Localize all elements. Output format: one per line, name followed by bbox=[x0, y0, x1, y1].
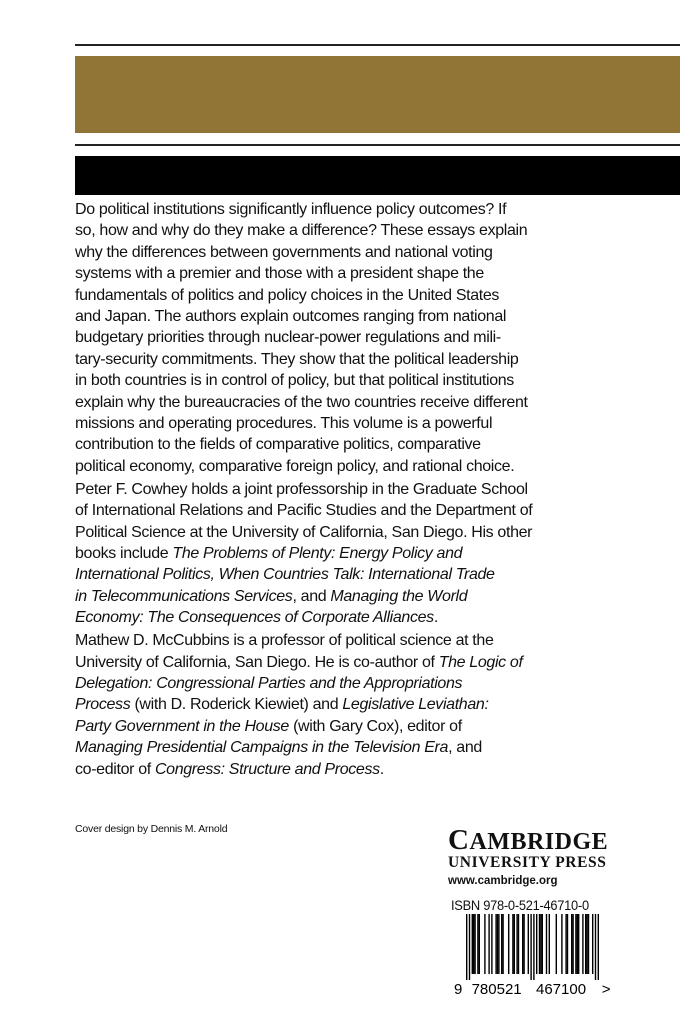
barcode-bar bbox=[539, 914, 540, 974]
text-segment: political economy, comparative foreign policy, and rational choice. bbox=[75, 457, 515, 475]
paragraph bbox=[75, 630, 680, 780]
barcode-bar bbox=[585, 914, 586, 974]
text-line bbox=[75, 522, 680, 543]
text-segment: Political Science at the University of California, San Diego. His other bbox=[75, 523, 533, 541]
top-rule bbox=[75, 44, 680, 46]
barcode-bar bbox=[514, 914, 515, 974]
barcode-bar bbox=[523, 914, 524, 974]
text-segment: tary-security commitments. They show that the political leadership bbox=[75, 350, 519, 368]
barcode-bar bbox=[516, 914, 517, 974]
text-segment: Do political institutions significantly influence policy outcomes? If bbox=[75, 201, 507, 218]
text-line bbox=[75, 759, 680, 780]
barcode-bar bbox=[572, 914, 573, 974]
publisher-url: www.cambridge.org bbox=[448, 875, 558, 887]
italic-title: International Politics, When Countries Talk: International Trade bbox=[75, 566, 495, 584]
barcode-bar bbox=[488, 914, 489, 974]
italic-title: Managing Presidential Campaigns in the Television Era bbox=[75, 739, 449, 757]
barcode-bar bbox=[498, 914, 499, 974]
text-segment: systems with a premier and those with a president shape the bbox=[75, 265, 484, 283]
barcode-bar bbox=[469, 914, 470, 980]
text-segment: missions and operating procedures. This volume is a powerful bbox=[75, 415, 493, 433]
paragraph bbox=[75, 199, 680, 477]
barcode-bar bbox=[522, 914, 523, 974]
text-segment: Peter F. Cowhey holds a joint professorship in the Graduate School bbox=[75, 480, 528, 498]
publisher-initial: C bbox=[448, 824, 470, 856]
text-segment: explain why the bureaucracies of the two countries receive different bbox=[75, 393, 528, 411]
text-segment: , and bbox=[292, 587, 331, 605]
text-line bbox=[75, 694, 680, 715]
text-segment: in both countries is in control of policy, but that political institutions bbox=[75, 372, 514, 390]
text-segment: co-editor of bbox=[75, 760, 155, 778]
text-segment: . bbox=[379, 760, 384, 778]
barcode-bar bbox=[565, 914, 566, 974]
text-segment: (with Gary Cox), editor of bbox=[288, 717, 462, 735]
text-line bbox=[75, 306, 680, 327]
barcode-bar bbox=[592, 914, 593, 974]
text-line bbox=[75, 543, 680, 564]
barcode-bar bbox=[588, 914, 589, 974]
text-line bbox=[75, 349, 680, 370]
text-segment: budgetary priorities through nuclear-power regulations and mili- bbox=[75, 329, 501, 347]
isbn: ISBN 978-0-521-46710-0 bbox=[451, 897, 589, 913]
barcode-bar bbox=[497, 914, 498, 974]
barcode-bar bbox=[575, 914, 576, 974]
barcode-bar bbox=[571, 914, 572, 974]
text-line bbox=[75, 327, 680, 348]
barcode-bar bbox=[528, 914, 529, 974]
text-segment: of International Relations and Pacific Studies and the Department of bbox=[75, 502, 533, 520]
italic-title: Delegation: Congressional Parties and the Appropriations bbox=[75, 674, 463, 692]
black-band bbox=[75, 156, 680, 195]
text-line bbox=[75, 586, 680, 607]
text-line bbox=[75, 564, 680, 585]
barcode-bar bbox=[578, 914, 579, 974]
publisher-name: AMBRIDGE bbox=[469, 829, 609, 855]
barcode-bar bbox=[484, 914, 485, 974]
text-segment: contribution to the fields of comparative politics, comparative bbox=[75, 436, 481, 454]
barcode-bar bbox=[477, 914, 478, 974]
text-line bbox=[75, 413, 680, 434]
barcode-bar bbox=[479, 914, 480, 974]
barcode bbox=[452, 914, 612, 1002]
text-line bbox=[75, 456, 680, 477]
barcode-bar bbox=[595, 914, 596, 980]
barcode-bar bbox=[577, 914, 578, 974]
barcode-bar bbox=[491, 914, 492, 974]
italic-title: in Telecommunications Services bbox=[75, 587, 293, 605]
barcode-bar bbox=[540, 914, 541, 974]
text-segment: books include bbox=[75, 545, 173, 562]
text-segment: . bbox=[433, 609, 438, 627]
barcode-digits: 9 bbox=[454, 981, 463, 998]
text-segment: so, how and why do they make a difference? These essays explain bbox=[75, 222, 528, 240]
barcode-bar bbox=[473, 914, 474, 974]
italic-title: Legislative Leviathan: bbox=[342, 696, 489, 714]
text-segment: , and bbox=[448, 739, 482, 757]
barcode-digits: 467100 bbox=[536, 981, 587, 998]
barcode-bar bbox=[474, 914, 475, 974]
italic-title: Process bbox=[75, 696, 131, 714]
barcode-bar bbox=[582, 914, 583, 974]
text-line bbox=[75, 630, 680, 651]
text-line bbox=[75, 479, 680, 500]
publisher-subtitle: UNIVERSITY PRESS bbox=[448, 854, 607, 871]
middle-rule bbox=[75, 144, 680, 146]
back-cover-text bbox=[75, 199, 680, 781]
barcode-bar bbox=[508, 914, 509, 974]
barcode-bar bbox=[502, 914, 503, 974]
italic-title: The Logic of bbox=[438, 653, 523, 671]
text-line bbox=[75, 199, 680, 220]
text-line bbox=[75, 652, 680, 673]
italic-title: Congress: Structure and Process bbox=[154, 760, 380, 778]
text-segment: (with D. Roderick Kiewiet) and bbox=[130, 696, 343, 714]
barcode-bar bbox=[512, 914, 513, 974]
text-line bbox=[75, 607, 680, 628]
italic-title: Managing the World bbox=[330, 587, 468, 605]
barcode-bar bbox=[586, 914, 587, 974]
publisher-logo bbox=[448, 824, 609, 890]
text-segment: Mathew D. McCubbins is a professor of political science at the bbox=[75, 632, 494, 650]
barcode-bar bbox=[472, 914, 473, 974]
text-line bbox=[75, 716, 680, 737]
gold-band bbox=[75, 56, 680, 133]
text-line bbox=[75, 392, 680, 413]
barcode-bar bbox=[501, 914, 502, 974]
text-line bbox=[75, 285, 680, 306]
text-line bbox=[75, 434, 680, 455]
italic-title: Party Government in the House bbox=[75, 717, 289, 735]
barcode-bar bbox=[518, 914, 519, 974]
barcode-bar bbox=[546, 914, 547, 974]
barcode-bar bbox=[561, 914, 562, 974]
barcode-bar bbox=[598, 914, 599, 980]
text-line bbox=[75, 242, 680, 263]
cover-design-credit: Cover design by Dennis M. Arnold bbox=[75, 823, 228, 835]
barcode-digits: > bbox=[601, 981, 611, 998]
barcode-bar bbox=[495, 914, 496, 974]
barcode-bar bbox=[466, 914, 467, 980]
barcode-bar bbox=[530, 914, 531, 980]
barcode-bar bbox=[536, 914, 537, 974]
text-segment: University of California, San Diego. He is co-author of bbox=[75, 653, 439, 671]
text-segment: and Japan. The authors explain outcomes ranging from national bbox=[75, 308, 507, 326]
italic-title: Economy: The Consequences of Corporate Alliances bbox=[75, 609, 434, 627]
text-line bbox=[75, 370, 680, 391]
barcode-bar bbox=[533, 914, 534, 980]
barcode-digits: 780521 bbox=[471, 981, 522, 998]
italic-title: The Problems of Plenty: Energy Policy and bbox=[172, 545, 463, 562]
text-segment: why the differences between governments and national voting bbox=[75, 243, 493, 261]
text-segment: fundamentals of politics and policy choices in the United States bbox=[75, 286, 500, 304]
text-line bbox=[75, 263, 680, 284]
barcode-bar bbox=[542, 914, 543, 974]
text-line bbox=[75, 220, 680, 241]
barcode-bar bbox=[556, 914, 557, 974]
barcode-bar bbox=[549, 914, 550, 974]
barcode-bar bbox=[567, 914, 568, 974]
paragraph bbox=[75, 479, 680, 629]
text-line bbox=[75, 500, 680, 521]
text-line bbox=[75, 673, 680, 694]
text-line bbox=[75, 737, 680, 758]
